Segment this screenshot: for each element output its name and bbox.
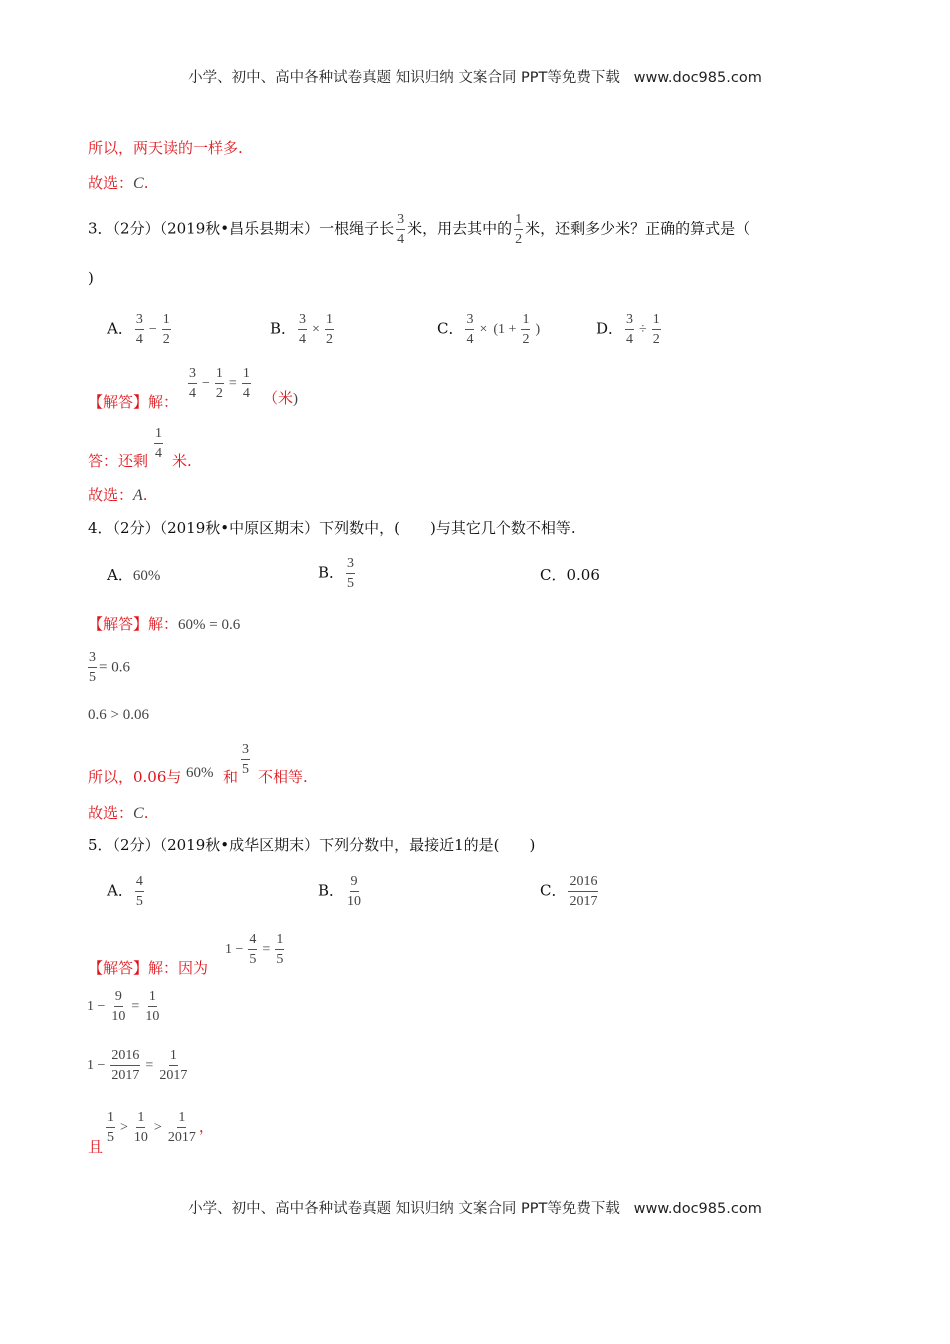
q5-answer-expr4: $\frac{1}{5}$ > $\frac{1}{10}$ > $\frac{1}{2017}$ ， [107, 1110, 214, 1145]
q5-stem: 5．（2分）（2019秋•成华区期末）下列分数中，最接近1的是( ) [88, 836, 536, 854]
q5-answer-expr2: 1 − $\frac{9}{10}$ = $\frac{1}{10}$ [87, 989, 160, 1024]
q4-conclusion-fraction: $\frac{3}{5}$ [242, 742, 249, 777]
q4-option-c: C．0.06 [540, 566, 600, 584]
q3-option-d: D． $\frac{3}{4}$ ÷ $\frac{1}{2}$ [596, 312, 660, 347]
q3-stem: 3．（2分）（2019秋•昌乐县期末）一根绳子长 $\frac{3}{4}$ 米，用去其中的 $\frac{1}{2}$ 米，还剩多少米？正确的算式是（ [88, 212, 751, 247]
q4-conclusion-pct: 60% [186, 765, 214, 781]
q3-choose: 故选：A. [88, 486, 148, 504]
q4-option-b: B． $\frac{3}{5}$ [318, 556, 355, 591]
q4-answer-line1: 【解答】解：60% = 0.6 [88, 615, 241, 633]
q3-answer-expr: $\frac{3}{4}$ − $\frac{1}{2}$ = $\frac{1}{4}$ [189, 366, 250, 401]
footer-url: www.doc985.com [633, 1201, 762, 1217]
q5-option-c: C． $\frac{2016}{2017}$ [540, 874, 598, 909]
q5-option-b: B． $\frac{9}{10}$ [318, 874, 362, 909]
q4-stem: 4．（2分）（2019秋•中原区期末）下列数中，( )与其它几个数不相等. [88, 519, 576, 537]
q3-answer-unit: （米) [263, 389, 299, 407]
q3-length-fraction: $\frac{3}{4}$ [397, 212, 405, 247]
header-text: 小学、初中、高中各种试卷真题 知识归纳 文案合同 PPT等免费下载 [188, 70, 620, 86]
q3-answer-tag: 【解答】解： [88, 393, 179, 411]
q5-answer-expr1: 1 − $\frac{4}{5}$ = $\frac{1}{5}$ [225, 932, 284, 967]
q5-answer-and: 且 [88, 1138, 104, 1156]
q3-option-b: B． $\frac{3}{4}$ × $\frac{1}{2}$ [270, 312, 333, 347]
q3-option-c: C． $\frac{3}{4}$ × (1 + $\frac{1}{2}$ ) [437, 312, 541, 347]
q2-choice-letter: C [133, 175, 144, 192]
q5-answer-expr3: 1 − $\frac{2016}{2017}$ = $\frac{1}{2017}$ [87, 1048, 188, 1083]
q2-choose: 故选：C. [88, 174, 149, 192]
footer-text: 小学、初中、高中各种试卷真题 知识归纳 文案合同 PPT等免费下载 [188, 1201, 620, 1217]
q4-choose: 故选：C. [88, 804, 149, 822]
q4-option-a: A．60% [107, 566, 161, 584]
q4-conclusion-post: 不相等. [258, 768, 308, 786]
q4-conclusion-pre: 所以，0.06与 [88, 768, 182, 786]
q4-answer-line3: 0.6 > 0.06 [88, 707, 149, 723]
q3-reply-pre: 答：还剩 [88, 452, 149, 470]
q4-conclusion-and: 和 [223, 768, 239, 786]
page-header [0, 66, 950, 87]
q3-option-a: A． $\frac{3}{4}$ − $\frac{1}{2}$ [107, 312, 170, 347]
q2-conclusion: 所以，两天读的一样多. [88, 139, 243, 157]
q3-reply-post: 米. [172, 452, 192, 470]
q4-answer-line2: $\frac{3}{5}$ = 0.6 [89, 650, 130, 685]
q3-used-fraction: $\frac{1}{2}$ [515, 212, 523, 247]
header-url: www.doc985.com [633, 70, 762, 86]
q3-stem-close: ) [88, 269, 94, 287]
page-footer [0, 1197, 950, 1218]
q5-answer-tag: 【解答】解：因为 [88, 959, 209, 977]
q3-reply-fraction: $\frac{1}{4}$ [155, 426, 162, 461]
q5-option-a: A． $\frac{4}{5}$ [107, 874, 143, 909]
